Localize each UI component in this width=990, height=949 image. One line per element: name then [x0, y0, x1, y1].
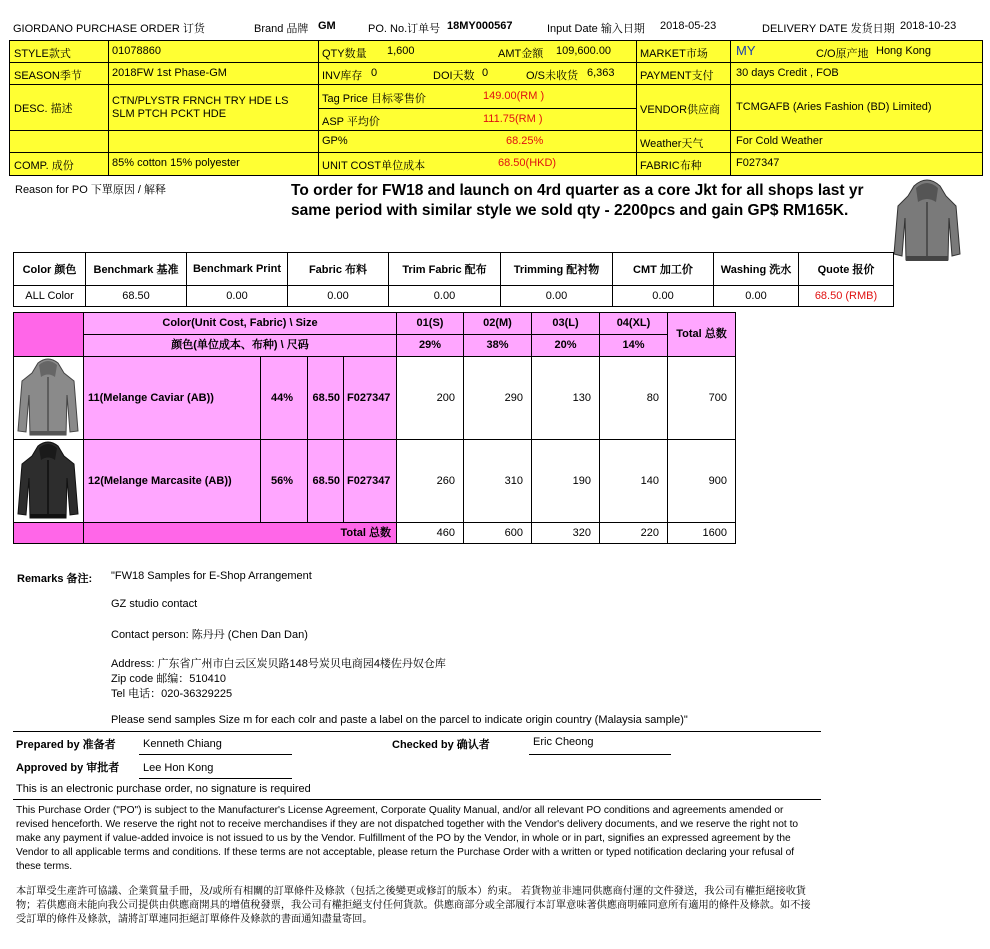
cost-cell: 0.00	[187, 286, 288, 307]
legal-terms-cn: 本訂單受生產許可協議、企業質量手冊，及/或所有相關的訂單條件及條款（包括之後變更或修訂的版本）約束。 若貨物並非連同供應商付運的文件發送，我公司有權拒絕接收貨物；若供應商未能向我公司提供由供應商開具的增值稅發票，我公司有權拒絕支付任何貨款。供應商部分或全部履行本訂單意味著供應商明確同意所有適用的條件及條款。如不接受訂單的條件及條款，請將訂單連同拒絕訂單條件及條款的書面通知盡量寄回。	[16, 886, 811, 925]
qty-cell: 200	[396, 356, 464, 440]
doi-value: 0	[482, 67, 489, 79]
unit-cost-label: UNIT COST单位成本	[322, 160, 426, 172]
origin-value: Hong Kong	[876, 45, 932, 57]
prepared-by-label: Prepared by 准备者	[16, 739, 116, 751]
po-number: 18MY000567	[447, 20, 513, 32]
market-value: MY	[736, 43, 756, 58]
size-ratio-l: 20%	[531, 334, 600, 357]
approved-by-name: Lee Hon Kong	[143, 762, 214, 774]
cost-breakdown-table	[13, 252, 894, 307]
size-table-title-en: Color(Unit Cost, Fabric) \ Size	[83, 312, 397, 335]
season-label: SEASON季节	[14, 70, 82, 82]
amount-value: 109,600.00	[556, 45, 612, 57]
tag-price-label: Tag Price 目标零售价	[322, 93, 426, 105]
column-total-xl: 220	[599, 522, 668, 544]
cost-cell: 0.00	[389, 286, 501, 307]
fabric-label: FABRIC布种	[640, 160, 702, 172]
total-column-header: Total 总数	[667, 312, 736, 357]
col-washing-header: Washing 洗水	[714, 253, 799, 286]
size-ratio-m: 38%	[463, 334, 532, 357]
cost-cell: 68.50	[86, 286, 187, 307]
reason-text: To order for FW18 and launch on 4rd quarter as a core Jkt for all shops last yr same period with similar style we sold qty - 2200pcs and gain GP$ RM165K.	[291, 182, 864, 219]
outstanding-label: O/S未收货	[526, 70, 578, 82]
color-name: 12(Melange Marcasite (AB))	[83, 439, 261, 523]
brand-value: GM	[318, 20, 336, 32]
color-fabric: F027347	[343, 439, 397, 523]
qty-label: QTY数量	[322, 48, 367, 60]
desc-value: CTN/PLYSTR FRNCH TRY HDE LS SLM PTCH PCKT HDE	[112, 95, 289, 120]
remarks-label: Remarks 备注:	[17, 573, 93, 585]
vendor-value: TCMGAFB (Aries Fashion (BD) Limited)	[736, 101, 932, 113]
size-ratio-s: 29%	[396, 334, 464, 357]
market-label: MARKET市场	[640, 48, 708, 60]
quote-cell: 68.50 (RMB)	[799, 286, 894, 307]
col-color-header: Color 颜色	[14, 253, 86, 286]
remarks-line: "FW18 Samples for E-Shop Arrangement	[111, 570, 312, 582]
composition-value: 85% cotton 15% polyester	[112, 157, 240, 169]
input-date: 2018-05-23	[660, 20, 717, 32]
legal-terms-en: This Purchase Order ("PO") is subject to the Manufacturer's License Agreement, Corporate Quality Manual, and/or all relevant PO conditions and agreements amended or revised henceforth. We reserve the right not to receive merchandises if they are not dispatched together with the Vendor's delivery documents, and we reserve the right not to make any payment if value-added invoice is not issued to us by the Vendor. Fulfillment of the PO by the Vendor, in whole or in part, signifies an expressed agreement by the Vendor to all applicable terms and conditions. If these terms are not acceptable, please return the Purchase Order with a written or typed notification declaring your refusal of these terms.	[16, 805, 799, 872]
remarks-line: Zip code 邮编：510410	[111, 673, 226, 685]
color-swatch-image	[13, 356, 84, 440]
color-fabric: F027347	[343, 356, 397, 440]
footer-image-cell	[13, 522, 84, 544]
cost-cell: 0.00	[501, 286, 613, 307]
reason-label: Reason for PO 下單原因 / 解释	[15, 184, 166, 196]
style-label: STYLE款式	[14, 48, 71, 60]
origin-label: C/O原产地	[816, 48, 869, 60]
remarks-line: Tel 电话：020-36329225	[111, 688, 233, 700]
cost-cell: 0.00	[288, 286, 389, 307]
col-benchmark-header: Benchmark 基准	[86, 253, 187, 286]
gp-label: GP%	[322, 135, 348, 147]
remarks-line: GZ studio contact	[111, 598, 198, 610]
payment-label: PAYMENT支付	[640, 70, 714, 82]
col-fabric-header: Fabric 布料	[288, 253, 389, 286]
qty-value: 1,600	[387, 45, 415, 57]
grand-total-label: Total 总数	[83, 522, 397, 544]
size-header-s: 01(S)	[396, 312, 464, 335]
row-total-cell: 900	[667, 439, 736, 523]
checked-by-name: Eric Cheong	[533, 736, 594, 748]
color-unit-cost: 68.50	[307, 439, 344, 523]
grand-total-value: 1600	[667, 522, 736, 544]
qty-cell: 260	[396, 439, 464, 523]
color-swatch-image	[13, 439, 84, 523]
color-percent: 44%	[260, 356, 308, 440]
inventory-label: INV库存	[322, 70, 363, 82]
vendor-label: VENDOR供应商	[640, 104, 721, 116]
weather-value: For Cold Weather	[736, 135, 823, 147]
delivery-date: 2018-10-23	[900, 20, 957, 32]
remarks-line: Contact person: 陈丹丹 (Chen Dan Dan)	[111, 629, 308, 641]
prepared-by-name: Kenneth Chiang	[143, 738, 222, 750]
color-percent: 56%	[260, 439, 308, 523]
row-total-cell: 700	[667, 356, 736, 440]
qty-cell: 190	[531, 439, 600, 523]
brand-label: Brand 品牌	[254, 23, 309, 35]
gp-value: 68.25%	[506, 135, 544, 147]
payment-value: 30 days Credit , FOB	[736, 67, 839, 79]
qty-cell: 80	[599, 356, 668, 440]
asp-label: ASP 平均价	[322, 116, 380, 128]
qty-cell: 310	[463, 439, 532, 523]
qty-cell: 290	[463, 356, 532, 440]
delivery-date-label: DELIVERY DATE 发货日期	[762, 23, 895, 35]
input-date-label: Input Date 输入日期	[547, 23, 645, 35]
qty-cell: 130	[531, 356, 600, 440]
season-value: 2018FW 1st Phase-GM	[112, 67, 227, 79]
doi-label: DOI天数	[433, 70, 475, 82]
col-trim-fabric-header: Trim Fabric 配布	[389, 253, 501, 286]
checked-by-label: Checked by 确认者	[392, 739, 490, 751]
cost-cell: ALL Color	[14, 286, 86, 307]
weather-label: Weather天气	[640, 138, 704, 150]
col-trimming-header: Trimming 配衬物	[501, 253, 613, 286]
hoodie-thumbnail-image	[892, 176, 962, 264]
desc-label: DESC. 描述	[14, 103, 73, 115]
tag-price-value: 149.00(RM )	[483, 90, 545, 102]
electronic-po-note: This is an electronic purchase order, no signature is required	[16, 783, 311, 795]
po-title: GIORDANO PURCHASE ORDER 订货	[13, 23, 205, 35]
size-header-l: 03(L)	[531, 312, 600, 335]
column-total-l: 320	[531, 522, 600, 544]
po-number-label: PO. No.订单号	[368, 23, 441, 35]
unit-cost-value: 68.50(HKD)	[498, 157, 557, 169]
asp-value: 111.75(RM )	[483, 113, 543, 125]
style-value: 01078860	[112, 45, 161, 57]
inventory-value: 0	[371, 67, 378, 79]
remarks-line: Address: 广东省广州市白云区炭贝路148号炭贝电商园4楼佐丹奴仓库	[111, 658, 446, 670]
color-name: 11(Melange Caviar (AB))	[83, 356, 261, 440]
composition-label: COMP. 成份	[14, 160, 74, 172]
approved-by-label: Approved by 审批者	[16, 762, 120, 774]
size-ratio-xl: 14%	[599, 334, 668, 357]
column-total-m: 600	[463, 522, 532, 544]
cost-cell: 0.00	[714, 286, 799, 307]
fabric-value: F027347	[736, 157, 780, 169]
size-header-m: 02(M)	[463, 312, 532, 335]
col-cmt-header: CMT 加工价	[613, 253, 714, 286]
image-column-header	[13, 312, 84, 357]
col-benchmark-print-header: Benchmark Print	[187, 253, 288, 286]
amount-label: AMT金额	[498, 48, 544, 60]
size-header-xl: 04(XL)	[599, 312, 668, 335]
remarks-line: Please send samples Size m for each colr and paste a label on the parcel to indicate origin country (Malaysia sample)"	[111, 714, 688, 726]
color-unit-cost: 68.50	[307, 356, 344, 440]
size-table-title-cn: 颜色(单位成本、布种) \ 尺码	[83, 334, 397, 357]
cost-cell: 0.00	[613, 286, 714, 307]
outstanding-value: 6,363	[587, 67, 615, 79]
col-quote-header: Quote 报价	[799, 253, 894, 286]
qty-cell: 140	[599, 439, 668, 523]
column-total-s: 460	[396, 522, 464, 544]
